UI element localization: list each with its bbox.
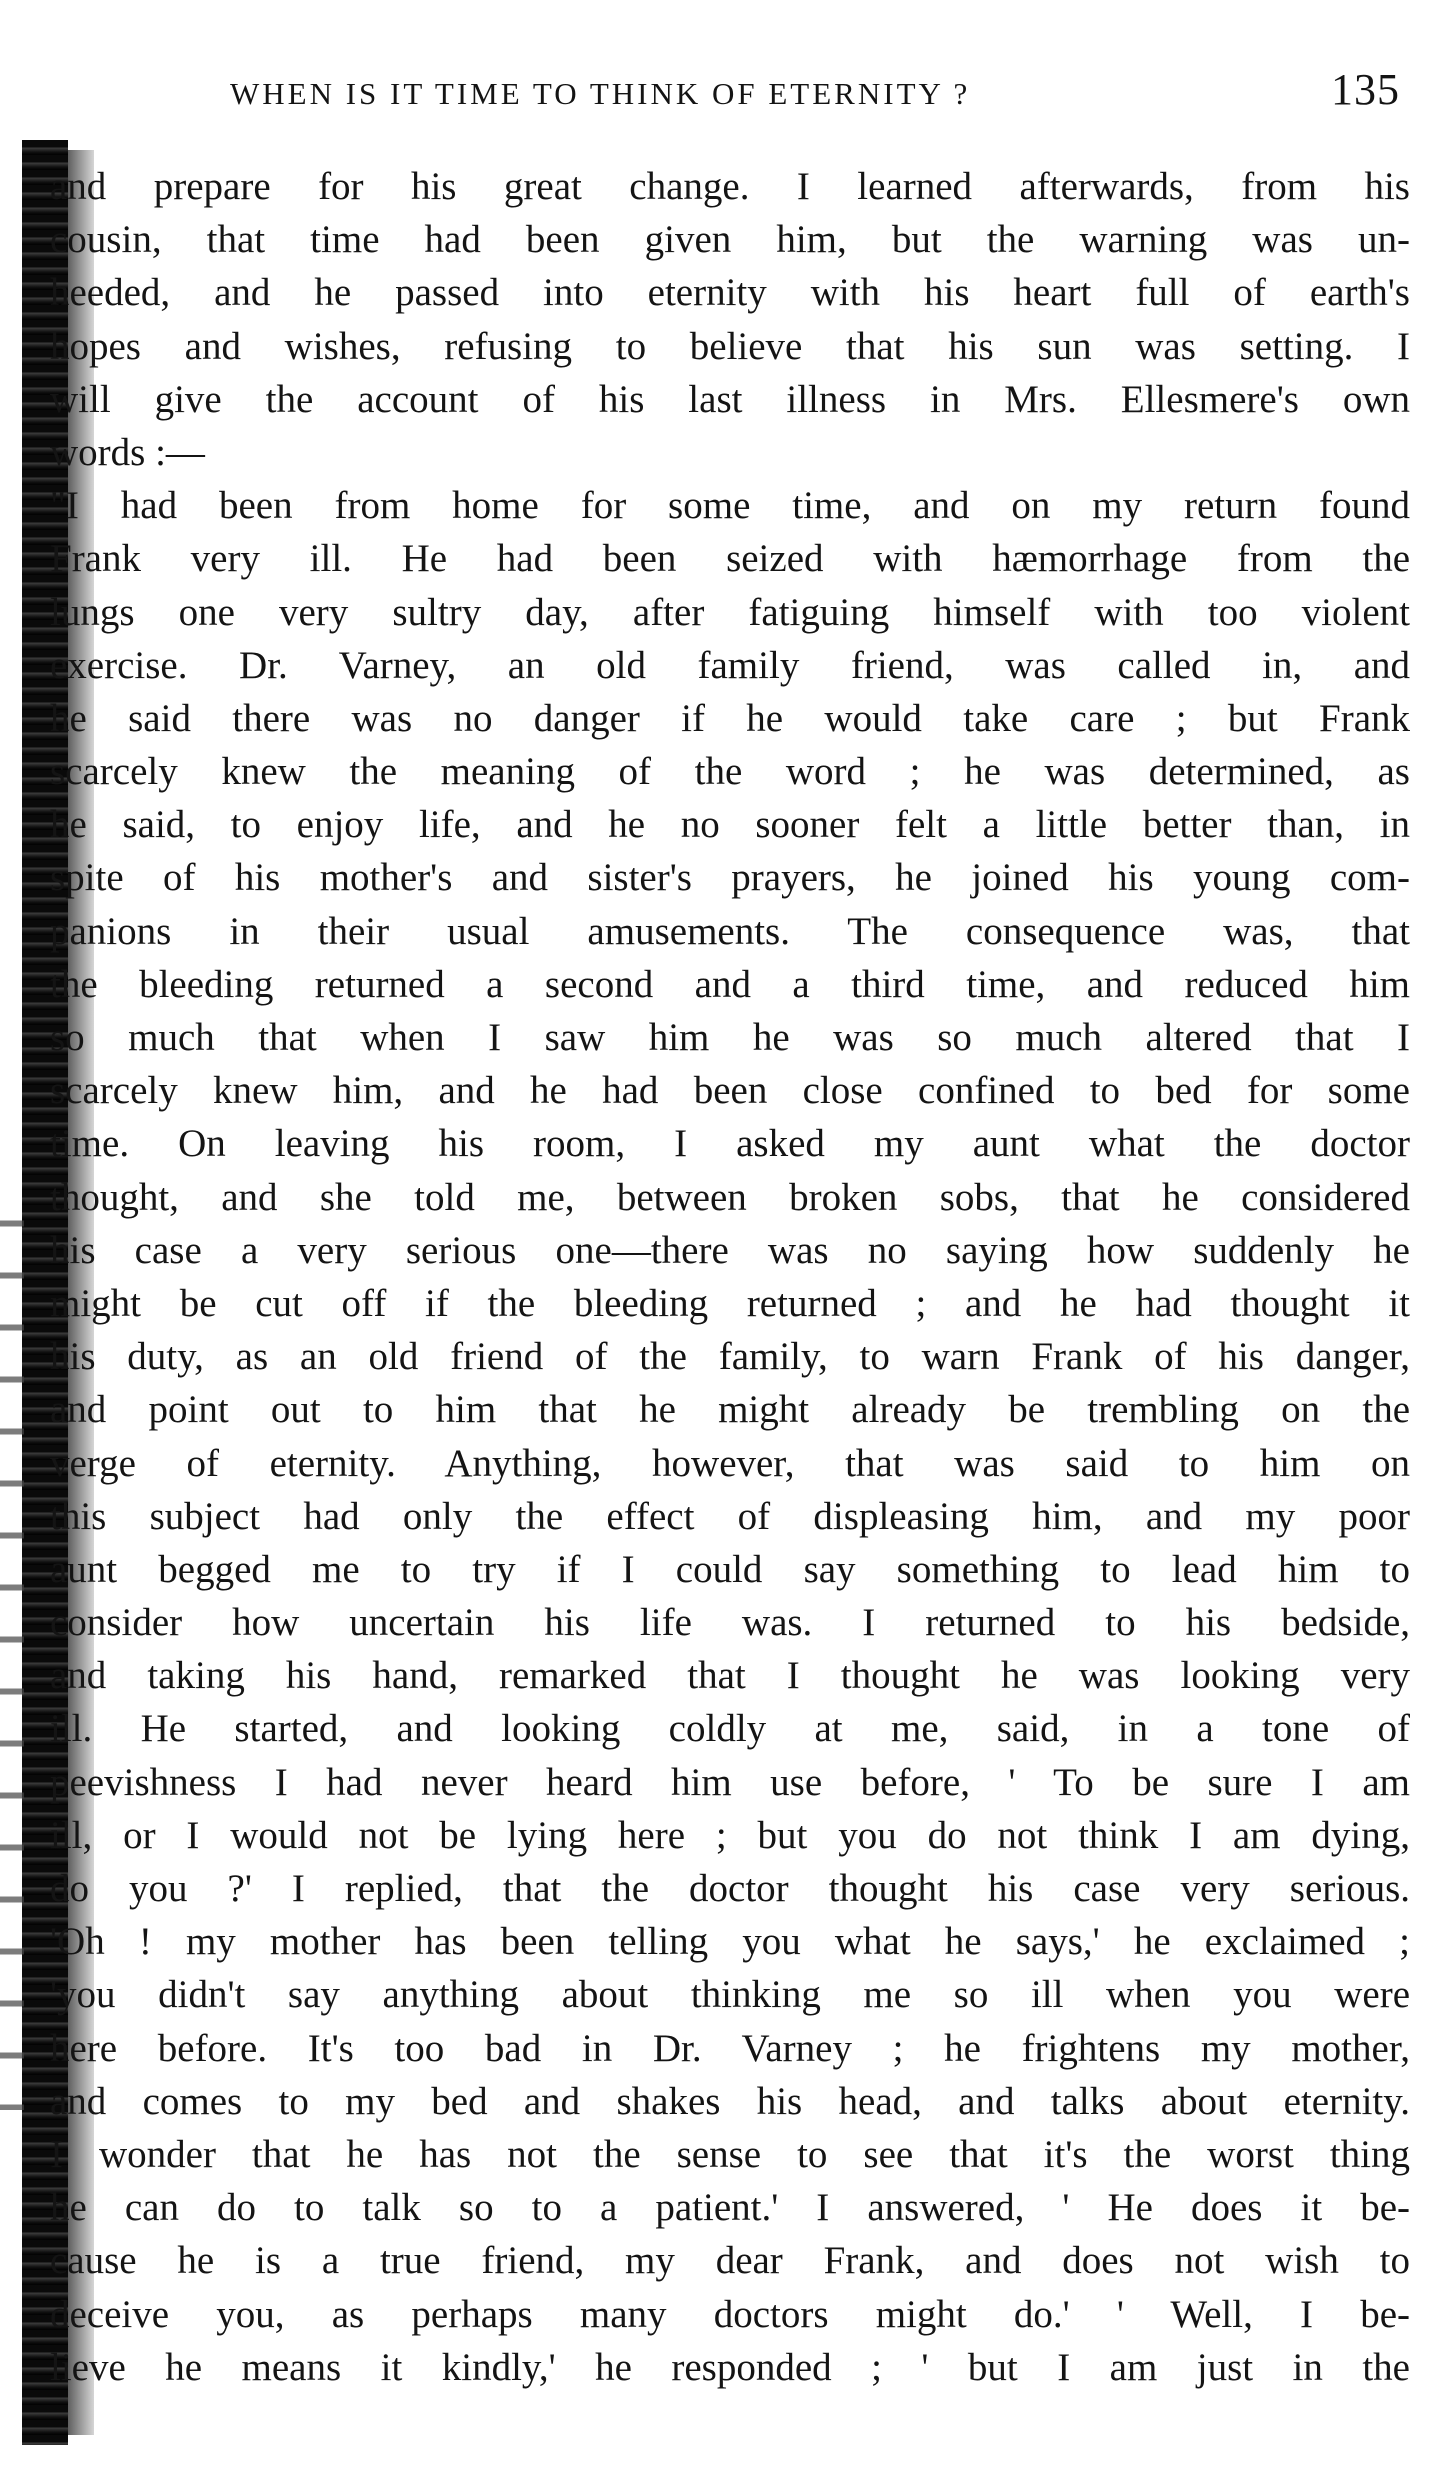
text-line: the bleeding returned a second and a third time, and reduced him [50, 962, 1410, 1006]
text-line: 'you didn't say anything about thinking me so ill when you were [50, 1973, 1410, 2017]
text-line: aunt begged me to try if I could say something to lead him to [50, 1547, 1410, 1591]
text-line: and point out to him that he might already be trembling on the [50, 1388, 1410, 1432]
binding-margin-specks [0, 1180, 24, 2110]
page-number: 135 [1331, 65, 1400, 114]
text-line: spite of his mother's and sister's prayers, he joined his young com- [50, 856, 1410, 900]
text-line: his duty, as an old friend of the family, to warn Frank of his danger, [50, 1335, 1410, 1379]
text-line: 'Oh ! my mother has been telling you what he says,' he exclaimed ; [50, 1920, 1410, 1964]
text-line: and comes to my bed and shakes his head, and talks about eternity. [50, 2079, 1410, 2123]
text-line: and taking his hand, remarked that I thought he was looking very [50, 1654, 1410, 1698]
body-text [50, 160, 1410, 2394]
text-line: he said, to enjoy life, and he no sooner felt a little better than, in [50, 803, 1410, 847]
text-line: will give the account of his last illness in Mrs. Ellesmere's own [50, 377, 1410, 421]
text-line: consider how uncertain his life was. I returned to his bedside, [50, 1601, 1410, 1645]
text-line: heeded, and he passed into eternity with his heart full of earth's [50, 271, 1410, 315]
text-line: I wonder that he has not the sense to see that it's the worst thing [50, 2132, 1410, 2176]
text-line: lieve he means it kindly,' he responded ; ' but I am just in the [50, 2345, 1410, 2389]
text-line: ill, or I would not be lying here ; but you do not think I am dying, [50, 1813, 1410, 1857]
text-line: this subject had only the effect of displeasing him, and my poor [50, 1494, 1410, 1538]
text-line: panions in their usual amusements. The consequence was, that [50, 909, 1410, 953]
text-line: do you ?' I replied, that the doctor thought his case very serious. [50, 1867, 1410, 1910]
text-line: cause he is a true friend, my dear Frank, and does not wish to [50, 2239, 1410, 2283]
text-line: he said there was no danger if he would take care ; but Frank [50, 696, 1410, 740]
text-line: scarcely knew the meaning of the word ; he was determined, as [50, 750, 1410, 794]
text-line: thought, and she told me, between broken sobs, that he considered [50, 1175, 1410, 1219]
text-line: Frank very ill. He had been seized with hæmorrhage from the [50, 537, 1410, 581]
text-line: peevishness I had never heard him use before, ' To be sure I am [50, 1760, 1410, 1804]
text-line: cousin, that time had been given him, but the warning was un- [50, 218, 1410, 262]
text-line: his case a very serious one—there was no saying how suddenly he [50, 1228, 1410, 1272]
running-title: WHEN IS IT TIME TO THINK OF ETERNITY ? [230, 76, 971, 111]
text-line: time. On leaving his room, I asked my aunt what the doctor [50, 1122, 1410, 1166]
text-line: hopes and wishes, refusing to believe that his sun was setting. I [50, 324, 1410, 368]
text-line: lungs one very sultry day, after fatiguing himself with too violent [50, 590, 1410, 634]
text-line: might be cut off if the bleeding returned ; and he had thought it [50, 1281, 1410, 1325]
text-line: here before. It's too bad in Dr. Varney ; he frightens my mother, [50, 2026, 1410, 2070]
text-line: scarcely knew him, and he had been close confined to bed for some [50, 1069, 1410, 1113]
text-line: and prepare for his great change. I learned afterwards, from his [50, 165, 1410, 208]
text-line: exercise. Dr. Varney, an old family friend, was called in, and [50, 643, 1410, 687]
text-line: words :— [50, 430, 205, 474]
text-line: he can do to talk so to a patient.' I answered, ' He does it be- [50, 2186, 1410, 2230]
text-line: ill. He started, and looking coldly at me, said, in a tone of [50, 1707, 1410, 1751]
page-header [230, 60, 1410, 120]
text-line: deceive you, as perhaps many doctors might do.' ' Well, I be- [50, 2292, 1410, 2336]
text-line: "I had been from home for some time, and on my return found [50, 484, 1410, 528]
text-line: so much that when I saw him he was so much altered that I [50, 1016, 1410, 1059]
text-line: verge of eternity. Anything, however, that was said to him on [50, 1441, 1410, 1485]
